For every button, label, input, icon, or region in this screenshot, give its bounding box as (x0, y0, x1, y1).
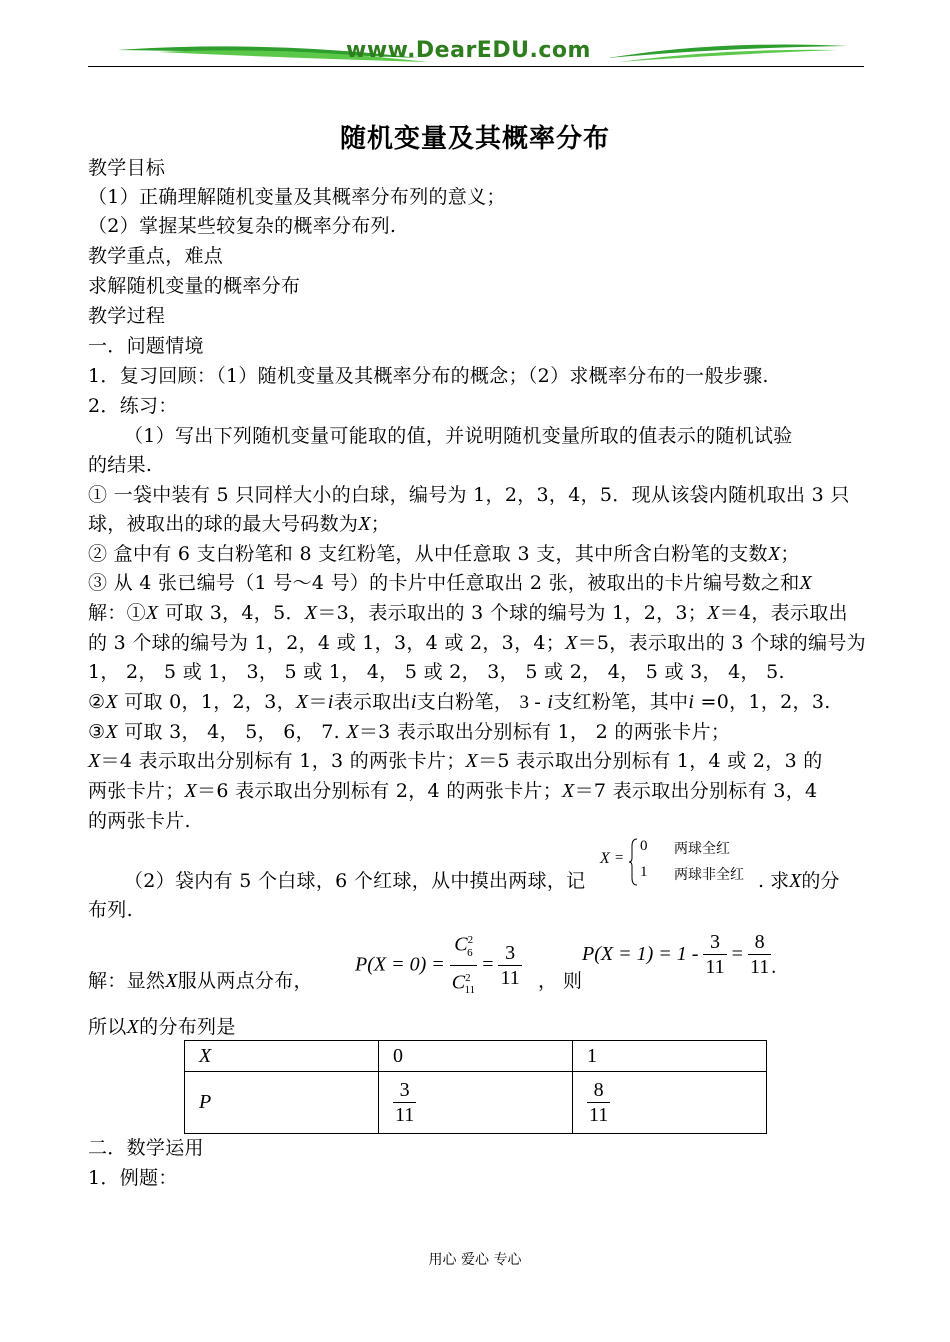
solution3-line-a (88, 719, 730, 745)
table-cell: 0 (379, 1041, 573, 1072)
table-cell (573, 1072, 767, 1134)
case2-text: ② 盒中有 6 支白粉笔和 8 支红粉笔，从中任意取 3 支，其中所含白粉笔的支数 (88, 543, 768, 565)
var-x: X (126, 1016, 140, 1038)
text: 所以 (88, 1016, 127, 1038)
numerator: 3 (703, 930, 726, 955)
var-x: X (346, 721, 359, 743)
eq-lhs: P(X = 1) = 1 - (582, 943, 699, 965)
case2-line: ② 盒中有 6 支白粉笔和 8 支红粉笔，从中任意取 3 支，其中所含白粉笔的支数X； (88, 543, 800, 565)
var-i: i (327, 691, 334, 713)
text: ＝5 表示取出分别标有 1，4 或 2，3 的 (478, 750, 823, 772)
text: ＝4 表示取出分别标有 1，3 的两张卡片； (100, 750, 466, 772)
denominator: 11 (395, 1104, 415, 1126)
text: 3 - (519, 692, 542, 713)
equation-p0 (355, 928, 522, 997)
var-x: X (88, 750, 101, 772)
section1-heading: 一．问题情境 (88, 335, 204, 357)
page-footer: 用心 爱心 专心 (428, 1252, 522, 1268)
numerator: 8 (587, 1078, 610, 1103)
solution4-line (88, 968, 313, 994)
denominator: 11 (705, 956, 725, 978)
leaf-swoosh-right-icon (608, 40, 848, 66)
text: 两张卡片； (88, 780, 185, 802)
denominator: 11 (589, 1104, 609, 1126)
text: 的分 (801, 870, 840, 892)
var-x: X (789, 870, 802, 892)
solution3-line-d: 的两张卡片. (88, 810, 191, 832)
numerator: 8 (748, 930, 771, 955)
text: 的 3 个球的编号为 1，2，4 或 1，3，4 或 2，3，4； (88, 632, 566, 654)
text: 表示取出 (333, 691, 411, 713)
solution1-line-a (88, 600, 848, 626)
fraction-8-11 (587, 1078, 610, 1127)
piece-text-0: 两球全红 (674, 842, 730, 857)
var-x: X (165, 970, 178, 992)
var-x: X (707, 602, 720, 624)
review-line: 1．复习回顾：（1）随机变量及其概率分布的概念；（2）求概率分布的一般步骤. (88, 365, 769, 387)
text: C (454, 933, 468, 956)
table-cell: 1 (573, 1041, 767, 1072)
piece-text-1: 两球非全红 (674, 868, 744, 883)
case1-line-b: 球，被取出的球的最大号码数为X； (88, 513, 391, 535)
text: ＝5，表示取出的 3 个球的编号为 (577, 632, 866, 654)
case1-text: 球，被取出的球的最大号码数为 (88, 513, 359, 535)
text: ＝6 表示取出分别标有 2，4 的两张卡片； (197, 780, 563, 802)
text: C (451, 971, 466, 994)
practice-line: 2．练习： (88, 395, 178, 417)
distribution-intro (88, 1014, 236, 1040)
fraction-3-11 (393, 1078, 416, 1127)
text: =0，1，2，3. (700, 691, 831, 713)
text: 服从两点分布， (177, 970, 313, 992)
fraction-3-11 (498, 941, 521, 990)
fraction-combination (450, 928, 477, 1002)
text: 2 (467, 934, 474, 946)
var-i: i (547, 691, 554, 713)
denominator: 11 (749, 956, 770, 978)
case3-text: ③ 从 4 张已编号（1 号～4 号）的卡片中任意取出 2 张，被取出的卡片编号数之和 (88, 572, 800, 594)
text: ＝ (308, 691, 328, 713)
solution3-line-c (88, 778, 817, 804)
equals-sign: = (615, 850, 624, 866)
example-label: 1．例题： (88, 1167, 178, 1189)
process-heading: 教学过程 (88, 305, 166, 327)
var-x: X (105, 691, 118, 713)
text: 11 (464, 984, 476, 997)
equals-sign: = (731, 943, 743, 965)
objective-item-2: （2）掌握某些较复杂的概率分布列. (88, 215, 397, 237)
numerator: 3 (393, 1078, 416, 1103)
fraction-3-11 (703, 930, 726, 979)
solution1-line-b (88, 630, 866, 656)
numerator: 3 (498, 941, 521, 966)
question1-line-a: （1）写出下列随机变量可能取的值，并说明随机变量所取的值表示的随机试验 (124, 425, 793, 447)
table-cell (379, 1072, 573, 1134)
text: 可取 0，1，2，3， (124, 691, 296, 713)
question2-line-b: 布列. (88, 899, 133, 921)
header-rule (88, 66, 864, 67)
table-cell: P (185, 1072, 379, 1134)
solution1-line-c: 1， 2， 5 或 1， 3， 5 或 1， 4， 5 或 2， 3， 5 或 2， 4， 5 或 3， 4， 5. (88, 661, 785, 683)
var-i: i (688, 691, 695, 713)
question2-suffix (758, 868, 839, 894)
var-x: X (295, 691, 309, 713)
solution3-line-b (88, 748, 823, 774)
text: ＝7 表示取出分别标有 3，4 (574, 780, 818, 802)
left-brace-icon (628, 838, 638, 886)
var-x: X (304, 602, 318, 624)
question1-line-b: 的结果. (88, 454, 153, 476)
piece-value-0: 0 (640, 838, 648, 854)
var-x: X (565, 632, 578, 654)
text: 6 (467, 946, 473, 959)
text: ＝4，表示取出 (719, 602, 848, 624)
period: . (771, 956, 777, 978)
header-banner (88, 36, 864, 70)
eq-lhs: P(X = 0) = (355, 953, 445, 976)
var-x: X (184, 780, 198, 802)
var-x: X (799, 572, 813, 594)
case3-line (88, 570, 812, 596)
text: ③ (88, 721, 106, 743)
text: ＝3 表示取出分别标有 1， 2 的两张卡片； (358, 721, 731, 743)
equals-sign: = (482, 953, 494, 976)
text: ＝3，表示取出的 3 个球的编号为 1，2，3； (317, 602, 708, 624)
question2-line-a: （2）袋内有 5 个白球，6 个红球，从中摸出两球，记 (124, 870, 586, 892)
key-points-heading: 教学重点，难点 (88, 245, 224, 267)
text: 支红粉笔，其中 (553, 691, 689, 713)
var-x: X (358, 513, 371, 535)
equation-p1 (582, 930, 776, 990)
var-x: X (562, 780, 575, 802)
case1-line-a: ① 一袋中装有 5 只同样大小的白球，编号为 1，2，3，4，5．现从该袋内随机取出 3 只 (88, 484, 850, 506)
text: ② (88, 691, 106, 713)
table-cell: X (185, 1041, 379, 1072)
var-x: X (145, 602, 159, 624)
text: 可取 3，4，5． (164, 602, 305, 624)
key-points-text: 求解随机变量的概率分布 (88, 275, 301, 297)
text: 解：① (88, 602, 146, 624)
var-i: i (410, 691, 417, 713)
var-x: X (600, 850, 610, 867)
piecewise-definition (600, 836, 780, 888)
objectives-heading: 教学目标 (88, 157, 166, 179)
solution2-line (88, 689, 831, 716)
page-title: 随机变量及其概率分布 (339, 124, 610, 154)
text: . 求 (758, 870, 790, 892)
fraction-8-11 (748, 930, 771, 979)
text: 的分布列是 (139, 1016, 236, 1038)
site-logo-text[interactable]: www.DearEDU.com (346, 38, 591, 63)
var-x: X (105, 721, 118, 743)
table-row (185, 1041, 767, 1072)
table-row (185, 1072, 767, 1134)
section2-heading: 二．数学运用 (88, 1137, 204, 1159)
var-x: X (465, 750, 479, 772)
then-text: ， 则 (538, 970, 583, 992)
piece-value-1: 1 (640, 864, 648, 880)
text: 可取 3， 4， 5， 6， 7. (124, 721, 340, 743)
text: 2 (465, 971, 471, 984)
objective-item-1: （1）正确理解随机变量及其概率分布列的意义； (88, 186, 506, 208)
text: 解：显然 (88, 970, 166, 992)
distribution-table (184, 1040, 767, 1134)
denominator: 11 (500, 966, 520, 989)
text: 支白粉笔， (416, 691, 514, 713)
var-x: X (767, 543, 781, 565)
